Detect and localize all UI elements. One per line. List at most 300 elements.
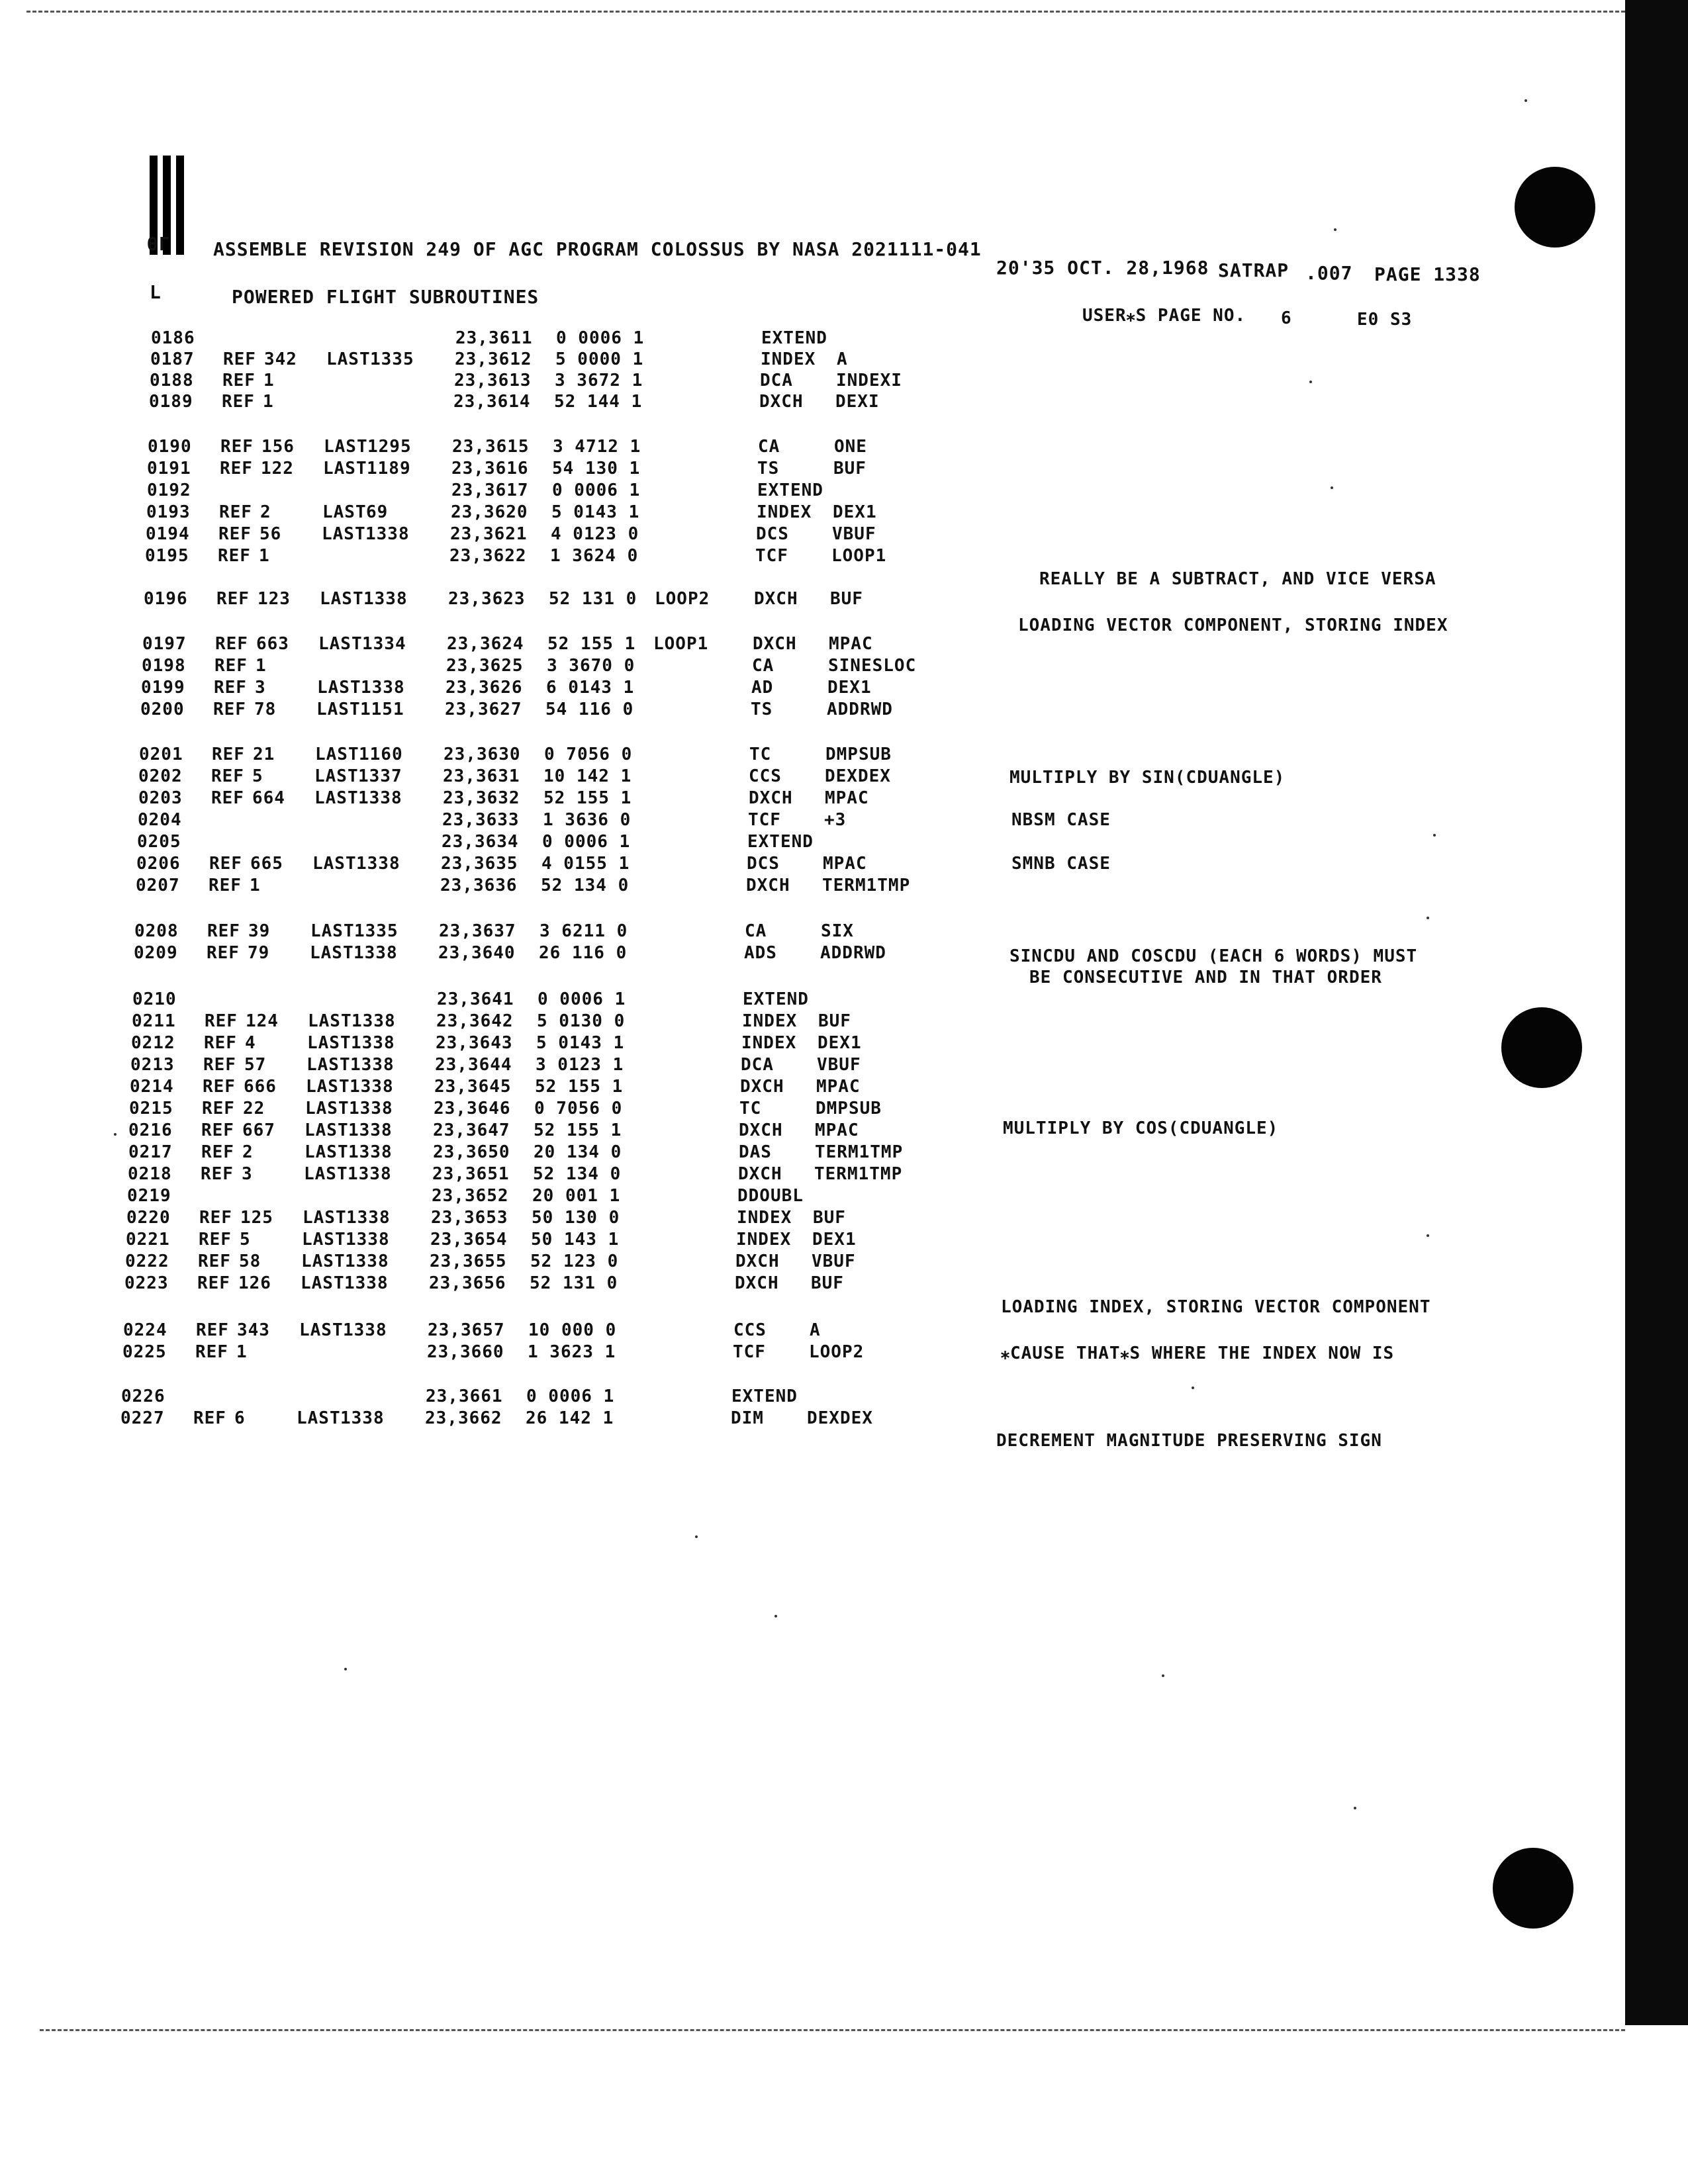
listing-last: LAST (310, 943, 354, 963)
listing-ref: REF (222, 392, 255, 412)
listing-addr: 23,3616 (451, 459, 529, 478)
listing-addr: 23,3656 (429, 1273, 506, 1293)
listing-line: 0204 (138, 810, 182, 830)
listing-row (0, 1408, 1589, 1431)
listing-addr: 23,3652 (432, 1186, 509, 1206)
listing-line: 0211 (132, 1011, 176, 1031)
listing-last: LAST (305, 1120, 349, 1140)
listing-op: TCF (748, 810, 781, 830)
listing-addr: 23,3645 (434, 1077, 512, 1097)
listing-refn: 39 (248, 921, 271, 941)
listing-code: 20 134 0 (534, 1142, 622, 1162)
listing-code: 0 0006 1 (556, 328, 645, 348)
listing-lastn: 1338 (363, 589, 408, 609)
listing-row (0, 832, 1589, 854)
listing-refn: 343 (237, 1320, 270, 1340)
listing-refn: 124 (246, 1011, 279, 1031)
listing-refn: 4 (245, 1033, 256, 1053)
listing-operand: ONE (834, 437, 867, 457)
listing-line: 0189 (149, 392, 193, 412)
listing-row (0, 854, 1589, 876)
listing-op: DAS (739, 1142, 772, 1162)
listing-code: 0 0006 1 (542, 832, 631, 852)
listing-addr: 23,3651 (432, 1164, 510, 1184)
listing-line: 0217 (128, 1142, 173, 1162)
listing-addr: 23,3640 (438, 943, 516, 963)
listing-row (0, 989, 1589, 1012)
listing-lastn: 1338 (344, 1273, 389, 1293)
listing-ref: REF (205, 1011, 238, 1031)
listing-addr: 23,3642 (436, 1011, 514, 1031)
listing-lastn: 1337 (358, 766, 402, 786)
listing-code: 26 116 0 (539, 943, 628, 963)
listing-addr: 23,3650 (433, 1142, 510, 1162)
listing-ref: REF (207, 943, 240, 963)
listing-op: EXTEND (743, 989, 809, 1009)
listing-line: 0215 (129, 1099, 173, 1118)
scan-speck (1427, 1234, 1429, 1237)
listing-op: TS (757, 459, 780, 478)
listing-op: DXCH (740, 1077, 784, 1097)
listing-op: TCF (733, 1342, 766, 1362)
listing-refn: 1 (250, 876, 261, 895)
listing-line: 0208 (134, 921, 179, 941)
listing-code: 50 143 1 (531, 1230, 620, 1250)
comment-decrement: DECREMENT MAGNITUDE PRESERVING SIGN (996, 1431, 1382, 1451)
listing-last: LAST (318, 634, 363, 654)
listing-addr: 23,3625 (446, 656, 524, 676)
listing-code: 54 116 0 (545, 700, 634, 719)
listing-code: 0 0006 1 (552, 480, 641, 500)
listing-code: 52 134 0 (541, 876, 630, 895)
header-mark: ӨГ (147, 233, 171, 255)
listing-lastn: 1334 (362, 634, 406, 654)
listing-line: 0199 (141, 678, 185, 698)
listing-addr: 23,3653 (431, 1208, 508, 1228)
listing-row (0, 1120, 1589, 1143)
listing-ref: REF (196, 1320, 229, 1340)
listing-op: DXCH (735, 1251, 780, 1271)
listing-row (0, 328, 1589, 351)
listing-line: 0219 (127, 1186, 171, 1206)
listing-operand: SINESLOC (828, 656, 917, 676)
listing-op: DXCH (735, 1273, 779, 1293)
listing-refn: 21 (253, 745, 275, 764)
listing-line: 0196 (144, 589, 188, 609)
listing-line: 0194 (146, 524, 190, 544)
listing-refn: 342 (264, 349, 297, 369)
user-page-label: USER⁎S PAGE NO. (1082, 306, 1246, 326)
listing-row (0, 921, 1589, 944)
listing-last: LAST (304, 1164, 348, 1184)
listing-operand: BUF (811, 1273, 844, 1293)
listing-op: DXCH (749, 788, 793, 808)
listing-last: LAST (314, 788, 359, 808)
listing-line: 0227 (120, 1408, 165, 1428)
listing-refn: 666 (244, 1077, 277, 1097)
listing-lastn: 1338 (361, 678, 405, 698)
listing-addr: 23,3643 (436, 1033, 513, 1053)
listing-last: LAST (314, 766, 359, 786)
listing-refn: 78 (254, 700, 277, 719)
listing-refn: 2 (260, 502, 271, 522)
listing-operand: SIX (821, 921, 854, 941)
listing-code: 20 001 1 (532, 1186, 621, 1206)
listing-op: DCS (756, 524, 789, 544)
listing-code: 52 131 0 (530, 1273, 618, 1293)
listing-row (0, 437, 1589, 459)
listing-ref: REF (198, 1251, 231, 1271)
listing-code: 52 155 1 (543, 788, 632, 808)
listing-line: 0205 (137, 832, 181, 852)
listing-refn: 1 (263, 371, 275, 390)
listing-refn: 6 (234, 1408, 246, 1428)
listing-op: DCS (747, 854, 780, 874)
listing-row (0, 1186, 1589, 1208)
listing-last: LAST (312, 854, 357, 874)
listing-op: EXTEND (747, 832, 814, 852)
listing-lastn: 1338 (345, 1251, 389, 1271)
listing-lastn: 1338 (346, 1208, 391, 1228)
listing-code: 4 0155 1 (541, 854, 630, 874)
listing-code: 54 130 1 (552, 459, 641, 478)
listing-op: EXTEND (757, 480, 823, 500)
listing-ref: REF (216, 589, 250, 609)
listing-refn: 122 (261, 459, 294, 478)
listing-row (0, 459, 1589, 481)
listing-op: CCS (749, 766, 782, 786)
listing-operand: TERM1TMP (815, 1142, 904, 1162)
listing-row (0, 766, 1589, 789)
listing-line: 0216 (128, 1120, 173, 1140)
listing-operand: LOOP1 (831, 546, 887, 566)
listing-op: EXTEND (761, 328, 827, 348)
listing-last: LAST (303, 1208, 347, 1228)
listing-refn: 126 (238, 1273, 271, 1293)
listing-op: CA (752, 656, 774, 676)
listing-refn: 125 (240, 1208, 273, 1228)
listing-lastn: 1151 (360, 700, 404, 719)
listing-refn: 5 (252, 766, 263, 786)
listing-row (0, 371, 1589, 393)
listing-code: 52 123 0 (530, 1251, 619, 1271)
listing-row (0, 1142, 1589, 1165)
listing-last: LAST (310, 921, 355, 941)
listing-addr: 23,3612 (455, 349, 532, 369)
listing-ref: REF (223, 349, 256, 369)
listing-addr: 23,3662 (425, 1408, 502, 1428)
listing-addr: 23,3620 (451, 502, 528, 522)
listing-line: 0226 (121, 1387, 165, 1406)
comment-loading-vector: LOADING VECTOR COMPONENT, STORING INDEX (1018, 615, 1448, 635)
punch-hole-top (1515, 167, 1595, 248)
listing-operand: A (837, 349, 848, 369)
listing-row (0, 1077, 1589, 1099)
listing-row (0, 656, 1589, 678)
listing-code: 10 000 0 (528, 1320, 617, 1340)
listing-code: 3 3672 1 (555, 371, 643, 390)
listing-ref: REF (199, 1208, 232, 1228)
listing-row (0, 1099, 1589, 1121)
listing-line: 0209 (134, 943, 178, 963)
listing-row (0, 1387, 1589, 1409)
listing-code: 1 3636 0 (543, 810, 632, 830)
listing-line: 0212 (131, 1033, 175, 1053)
listing-op: INDEX (736, 1230, 792, 1250)
listing-addr: 23,3613 (454, 371, 532, 390)
listing-row (0, 634, 1589, 657)
listing-label: LOOP2 (655, 589, 710, 609)
listing-code: 52 155 1 (535, 1077, 624, 1097)
listing-lastn: 1189 (367, 459, 411, 478)
listing-op: DXCH (738, 1164, 782, 1184)
listing-addr: 23,3624 (447, 634, 524, 654)
section-subtitle: POWERED FLIGHT SUBROUTINES (232, 286, 539, 308)
listing-addr: 23,3626 (445, 678, 523, 698)
listing-operand: TERM1TMP (822, 876, 911, 895)
punch-hole-bottom (1493, 1848, 1573, 1929)
listing-last: LAST (307, 1033, 352, 1053)
listing-last: LAST (315, 745, 359, 764)
bottom-tear-line (40, 2029, 1625, 2031)
listing-code: 3 0123 1 (536, 1055, 624, 1075)
listing-lastn: 1338 (349, 1099, 393, 1118)
listing-last: LAST (308, 1011, 352, 1031)
listing-operand: MPAC (815, 1120, 859, 1140)
listing-last: LAST (301, 1251, 346, 1271)
listing-last: LAST (306, 1055, 351, 1075)
listing-lastn: 1160 (359, 745, 403, 764)
comment-subtract: REALLY BE A SUBTRACT, AND VICE VERSA (1039, 569, 1436, 589)
listing-operand: DEX1 (827, 678, 872, 698)
listing-op: CCS (733, 1320, 767, 1340)
listing-ref: REF (218, 546, 251, 566)
listing-operand: LOOP2 (809, 1342, 865, 1362)
listing-operand: VBUF (832, 524, 876, 544)
listing-ref: REF (197, 1273, 230, 1293)
listing-code: 52 155 1 (547, 634, 636, 654)
listing-ref: REF (207, 921, 240, 941)
listing-code: 5 0000 1 (555, 349, 644, 369)
listing-row (0, 1320, 1589, 1343)
listing-ref: REF (199, 1230, 232, 1250)
scan-speck (1309, 381, 1312, 383)
listing-lastn: 1338 (350, 1055, 395, 1075)
listing-addr: 23,3641 (437, 989, 514, 1009)
listing-refn: 79 (248, 943, 270, 963)
listing-lastn: 1338 (340, 1408, 385, 1428)
listing-ref: REF (211, 788, 244, 808)
listing-code: 26 142 1 (526, 1408, 614, 1428)
listing-row (0, 1164, 1589, 1187)
listing-last: LAST (323, 459, 367, 478)
listing-refn: 1 (259, 546, 270, 566)
listing-ref: REF (209, 854, 242, 874)
listing-op: INDEX (761, 349, 816, 369)
listing-lastn: 69 (366, 502, 389, 522)
listing-op: EXTEND (731, 1387, 798, 1406)
listing-op: INDEX (741, 1033, 797, 1053)
listing-line: 0193 (146, 502, 191, 522)
listing-addr: 23,3611 (455, 328, 533, 348)
scan-speck (695, 1535, 698, 1538)
listing-last: LAST (320, 589, 364, 609)
listing-addr: 23,3637 (439, 921, 516, 941)
scan-bottom-margin (0, 2025, 1688, 2184)
listing-code: 52 144 1 (554, 392, 643, 412)
listing-ref: REF (222, 371, 256, 390)
scan-speck (1433, 834, 1436, 837)
listing-op: CA (758, 437, 780, 457)
listing-operand: DEX1 (833, 502, 877, 522)
listing-addr: 23,3627 (445, 700, 522, 719)
listing-operand: VBUF (817, 1055, 861, 1075)
listing-last: LAST (297, 1408, 341, 1428)
listing-addr: 23,3632 (443, 788, 520, 808)
listing-addr: 23,3660 (427, 1342, 504, 1362)
listing-refn: 22 (243, 1099, 265, 1118)
listing-last: LAST (305, 1142, 349, 1162)
listing-addr: 23,3644 (435, 1055, 512, 1075)
listing-operand: DEXDEX (807, 1408, 873, 1428)
listing-line: 0186 (151, 328, 195, 348)
listing-line: 0213 (130, 1055, 175, 1075)
listing-line: 0201 (139, 745, 183, 764)
listing-row (0, 349, 1589, 372)
listing-line: 0197 (142, 634, 187, 654)
listing-refn: 57 (244, 1055, 267, 1075)
listing-addr: 23,3647 (433, 1120, 510, 1140)
comment-nbsm: NBSM CASE (1011, 810, 1111, 830)
listing-code: 6 0143 1 (546, 678, 635, 698)
listing-row (0, 1230, 1589, 1252)
listing-operand: MPAC (823, 854, 867, 874)
listing-line: 0222 (125, 1251, 169, 1271)
listing-ref: REF (211, 766, 244, 786)
listing-addr: 23,3654 (430, 1230, 508, 1250)
listing-refn: 664 (252, 788, 285, 808)
listing-line: 0218 (128, 1164, 172, 1184)
comment-index-now: ⁎CAUSE THAT⁎S WHERE THE INDEX NOW IS (1001, 1343, 1395, 1363)
listing-lastn: 1295 (367, 437, 412, 457)
listing-lastn: 1338 (348, 1120, 393, 1140)
listing-operand: MPAC (816, 1077, 861, 1097)
listing-addr: 23,3621 (450, 524, 528, 544)
listing-ref: REF (213, 700, 246, 719)
listing-refn: 5 (240, 1230, 251, 1250)
listing-row (0, 502, 1589, 525)
listing-refn: 667 (242, 1120, 275, 1140)
listing-operand: A (810, 1320, 821, 1340)
listing-line: 0210 (132, 989, 177, 1009)
listing-row (0, 788, 1589, 811)
listing-addr: 23,3617 (451, 480, 529, 500)
listing-row (0, 480, 1589, 503)
listing-op: INDEX (742, 1011, 798, 1031)
listing-operand: BUF (818, 1011, 851, 1031)
listing-row (0, 524, 1589, 547)
listing-refn: 665 (250, 854, 283, 874)
listing-version: .007 (1305, 262, 1353, 284)
listing-addr: 23,3615 (452, 437, 530, 457)
listing-refn: 56 (259, 524, 282, 544)
listing-row (0, 1055, 1589, 1077)
listing-addr: 23,3630 (444, 745, 521, 764)
listing-code: 0 0006 1 (526, 1387, 615, 1406)
comment-smnb: SMNB CASE (1011, 854, 1111, 874)
listing-last: LAST (305, 1099, 350, 1118)
listing-line: 0225 (122, 1342, 167, 1362)
listing-operand: DEXI (835, 392, 880, 412)
listing-code: 50 130 0 (532, 1208, 620, 1228)
top-tear-line (26, 11, 1625, 13)
listing-ref: REF (204, 1033, 237, 1053)
listing-ref: REF (203, 1077, 236, 1097)
listing-row (0, 678, 1589, 700)
listing-operand: +3 (824, 810, 847, 830)
listing-op: DXCH (754, 589, 798, 609)
listing-lastn: 1338 (348, 1142, 393, 1162)
listing-ref: REF (201, 1164, 234, 1184)
listing-line: 0224 (123, 1320, 167, 1340)
listing-title: ASSEMBLE REVISION 249 OF AGC PROGRAM COLOSSUS BY NASA 2021111-041 (213, 238, 982, 260)
listing-op: DXCH (739, 1120, 783, 1140)
listing-last: LAST (299, 1320, 344, 1340)
listing-page: PAGE 1338 (1374, 263, 1481, 285)
listing-op: TCF (755, 546, 788, 566)
listing-line: 0220 (126, 1208, 171, 1228)
listing-refn: 1 (256, 656, 267, 676)
listing-addr: 23,3646 (434, 1099, 511, 1118)
listing-row (0, 1208, 1589, 1230)
listing-lastn: 1335 (354, 921, 399, 941)
listing-ref: REF (214, 678, 247, 698)
scan-speck (1334, 228, 1336, 231)
listing-row (0, 745, 1589, 767)
listing-last: LAST (322, 524, 366, 544)
listing-line: 0202 (138, 766, 183, 786)
listing-operand: INDEXI (836, 371, 902, 390)
listing-refn: 663 (256, 634, 289, 654)
listing-tool: SATRAP (1218, 259, 1289, 281)
listing-addr: 23,3635 (441, 854, 518, 874)
listing-line: 0190 (148, 437, 192, 457)
listing-refn: 1 (263, 392, 274, 412)
listing-refn: 2 (242, 1142, 254, 1162)
listing-refn: 58 (239, 1251, 261, 1271)
listing-operand: VBUF (812, 1251, 856, 1271)
listing-code: 5 0130 0 (537, 1011, 626, 1031)
comment-loading-index: LOADING INDEX, STORING VECTOR COMPONENT (1001, 1297, 1431, 1317)
listing-code: 4 0123 0 (551, 524, 639, 544)
listing-row (0, 876, 1589, 898)
listing-operand: DEX1 (812, 1230, 857, 1250)
listing-op: DXCH (759, 392, 804, 412)
listing-last: LAST (301, 1273, 345, 1293)
listing-addr: 23,3657 (428, 1320, 505, 1340)
listing-ref: REF (201, 1120, 234, 1140)
listing-code: 1 3624 0 (550, 546, 639, 566)
listing-refn: 1 (236, 1342, 248, 1362)
listing-lastn: 1338 (350, 1077, 394, 1097)
listing-lastn: 1338 (352, 1011, 396, 1031)
listing-lastn: 1338 (346, 1230, 390, 1250)
listing-ref: REF (203, 1055, 236, 1075)
listing-ref: REF (195, 1342, 228, 1362)
scan-speck (1354, 1807, 1356, 1809)
listing-lastn: 1338 (348, 1164, 392, 1184)
listing-operand: TERM1TMP (814, 1164, 903, 1184)
